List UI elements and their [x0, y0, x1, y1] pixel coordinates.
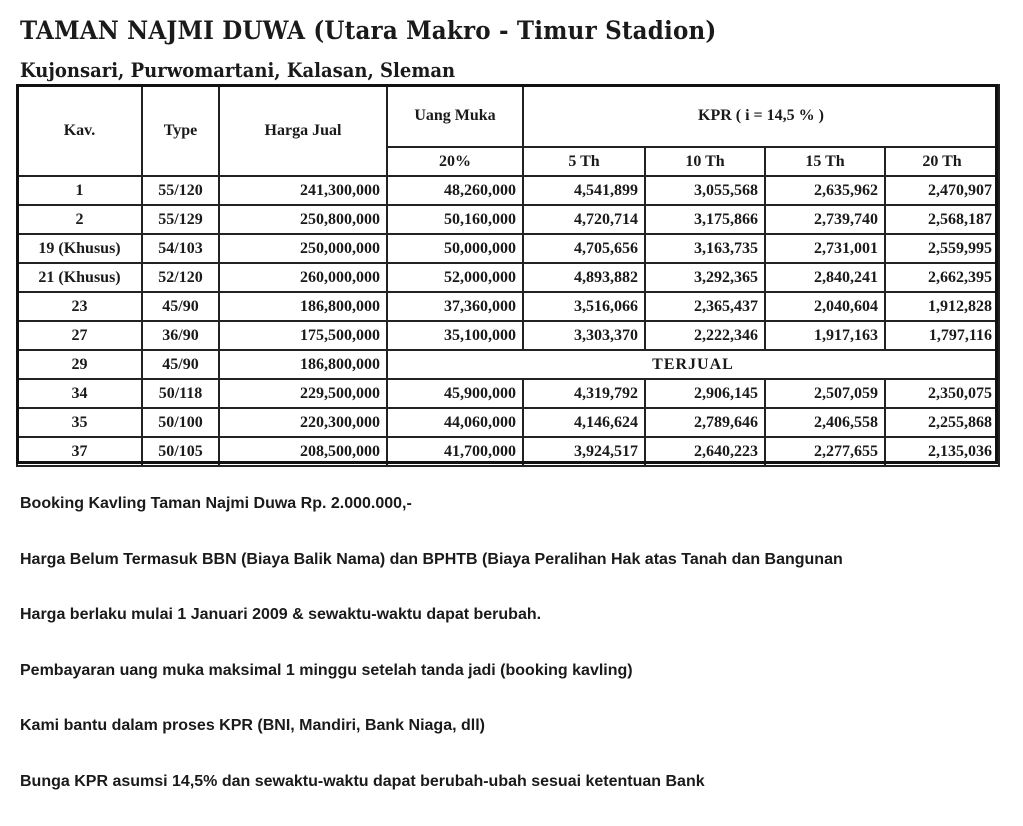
cell-kpr-15: 2,840,241: [765, 263, 885, 292]
cell-dp: 52,000,000: [387, 263, 523, 292]
cell-dp: 48,260,000: [387, 176, 523, 205]
cell-type: 50/118: [142, 379, 219, 408]
cell-kav: 29: [17, 350, 142, 379]
cell-dp: 45,900,000: [387, 379, 523, 408]
header-kpr: KPR ( i = 14,5 % ): [523, 85, 999, 147]
header-kav: Kav.: [17, 85, 142, 176]
cell-dp: 50,160,000: [387, 205, 523, 234]
cell-kpr-5: 3,924,517: [523, 437, 645, 466]
cell-harga: 208,500,000: [219, 437, 387, 466]
cell-kpr-10: 2,906,145: [645, 379, 765, 408]
cell-kpr-20: 2,662,395: [885, 263, 999, 292]
cell-dp: 37,360,000: [387, 292, 523, 321]
cell-kpr-10: 2,365,437: [645, 292, 765, 321]
location-subtitle: Kujonsari, Purwomartani, Kalasan, Sleman: [20, 58, 456, 82]
cell-kpr-15: 2,277,655: [765, 437, 885, 466]
cell-dp: 35,100,000: [387, 321, 523, 350]
cell-kav: 23: [17, 292, 142, 321]
header-kpr-20: 20 Th: [885, 147, 999, 176]
cell-kpr-10: 2,789,646: [645, 408, 765, 437]
cell-kpr-20: 2,135,036: [885, 437, 999, 466]
cell-harga: 220,300,000: [219, 408, 387, 437]
cell-kav: 27: [17, 321, 142, 350]
header-kpr-15: 15 Th: [765, 147, 885, 176]
table-outer-border: [16, 84, 998, 464]
cell-kpr-15: 1,917,163: [765, 321, 885, 350]
note-bbn-bphtb: Harga Belum Termasuk BBN (Biaya Balik Nama) dan BPHTB (Biaya Peralihan Hak atas Tanah dan Bangunan: [20, 550, 843, 568]
cell-kpr-20: 2,255,868: [885, 408, 999, 437]
page-title: TAMAN NAJMI DUWA (Utara Makro - Timur Stadion): [20, 16, 717, 45]
cell-kpr-15: 2,635,962: [765, 176, 885, 205]
note-booking: Booking Kavling Taman Najmi Duwa Rp. 2.000.000,-: [20, 495, 412, 512]
cell-kpr-10: 3,292,365: [645, 263, 765, 292]
header-uang-muka: Uang Muka: [387, 85, 523, 147]
cell-type: 52/120: [142, 263, 219, 292]
header-kpr-5: 5 Th: [523, 147, 645, 176]
header-uang-muka-pct: 20%: [387, 147, 523, 176]
sold-status: TERJUAL: [387, 350, 999, 379]
cell-kpr-20: 2,559,995: [885, 234, 999, 263]
cell-kav: 2: [17, 205, 142, 234]
cell-kpr-5: 4,720,714: [523, 205, 645, 234]
cell-harga: 175,500,000: [219, 321, 387, 350]
cell-kpr-15: 2,731,001: [765, 234, 885, 263]
cell-kpr-20: 2,350,075: [885, 379, 999, 408]
cell-type: 55/129: [142, 205, 219, 234]
cell-type: 36/90: [142, 321, 219, 350]
cell-kpr-15: 2,507,059: [765, 379, 885, 408]
header-harga-jual: Harga Jual: [219, 85, 387, 176]
cell-kpr-10: 3,055,568: [645, 176, 765, 205]
cell-kav: 35: [17, 408, 142, 437]
cell-kpr-15: 2,040,604: [765, 292, 885, 321]
cell-dp: 44,060,000: [387, 408, 523, 437]
cell-type: 54/103: [142, 234, 219, 263]
cell-kpr-5: 4,319,792: [523, 379, 645, 408]
cell-kav: 19 (Khusus): [17, 234, 142, 263]
cell-kav: 34: [17, 379, 142, 408]
cell-kpr-15: 2,406,558: [765, 408, 885, 437]
cell-kav: 1: [17, 176, 142, 205]
header-type: Type: [142, 85, 219, 176]
notes-section: [20, 493, 1010, 826]
cell-harga: 186,800,000: [219, 350, 387, 379]
cell-kpr-20: 2,568,187: [885, 205, 999, 234]
cell-kpr-20: 1,797,116: [885, 321, 999, 350]
cell-type: 55/120: [142, 176, 219, 205]
cell-kpr-5: 4,541,899: [523, 176, 645, 205]
cell-type: 45/90: [142, 350, 219, 379]
cell-kpr-20: 2,470,907: [885, 176, 999, 205]
cell-kav: 21 (Khusus): [17, 263, 142, 292]
cell-kpr-5: 4,146,624: [523, 408, 645, 437]
cell-kpr-10: 2,640,223: [645, 437, 765, 466]
cell-type: 50/100: [142, 408, 219, 437]
cell-kpr-5: 4,893,882: [523, 263, 645, 292]
cell-harga: 229,500,000: [219, 379, 387, 408]
cell-harga: 186,800,000: [219, 292, 387, 321]
cell-dp: 50,000,000: [387, 234, 523, 263]
cell-kpr-10: 3,163,735: [645, 234, 765, 263]
cell-harga: 260,000,000: [219, 263, 387, 292]
cell-harga: 250,800,000: [219, 205, 387, 234]
cell-kpr-5: 3,516,066: [523, 292, 645, 321]
cell-kpr-20: 1,912,828: [885, 292, 999, 321]
header-kpr-10: 10 Th: [645, 147, 765, 176]
cell-harga: 241,300,000: [219, 176, 387, 205]
cell-kpr-10: 2,222,346: [645, 321, 765, 350]
cell-type: 45/90: [142, 292, 219, 321]
cell-kpr-5: 4,705,656: [523, 234, 645, 263]
note-price-validity: Harga berlaku mulai 1 Januari 2009 & sewaktu-waktu dapat berubah.: [20, 606, 542, 623]
cell-kpr-10: 3,175,866: [645, 205, 765, 234]
note-down-payment: Pembayaran uang muka maksimal 1 minggu setelah tanda jadi (booking kavling): [20, 661, 633, 679]
cell-kpr-5: 3,303,370: [523, 321, 645, 350]
cell-kpr-15: 2,739,740: [765, 205, 885, 234]
cell-dp: 41,700,000: [387, 437, 523, 466]
cell-harga: 250,000,000: [219, 234, 387, 263]
cell-type: 50/105: [142, 437, 219, 466]
note-kpr-banks: Kami bantu dalam proses KPR (BNI, Mandiri, Bank Niaga, dll): [20, 717, 485, 734]
cell-kav: 37: [17, 437, 142, 466]
note-interest: Bunga KPR asumsi 14,5% dan sewaktu-waktu dapat berubah-ubah sesuai ketentuan Bank: [20, 772, 705, 790]
